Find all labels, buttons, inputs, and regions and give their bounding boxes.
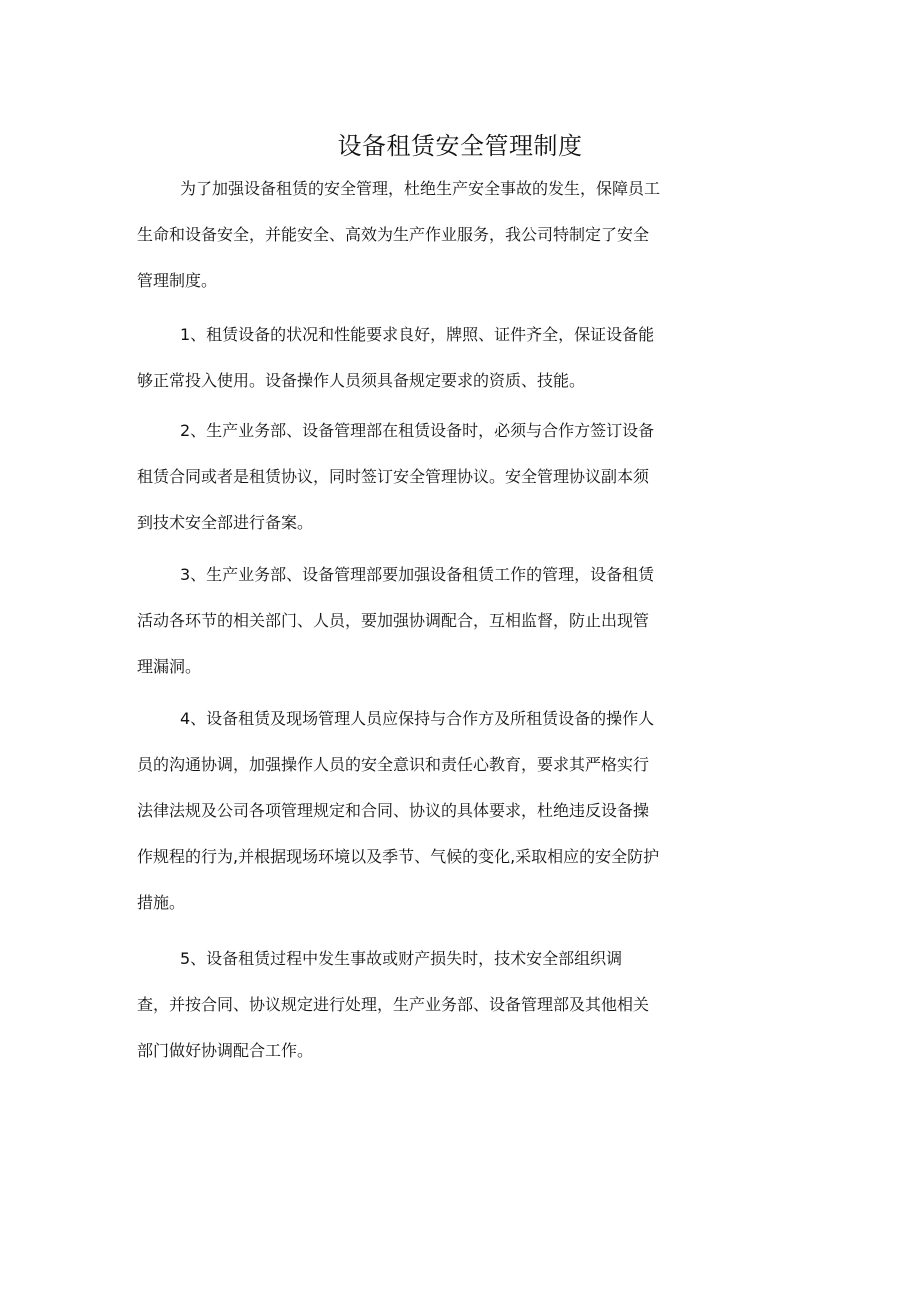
paragraph-line: 2、生产业务部、设备管理部在租赁设备时，必须与合作方签订设备: [180, 421, 655, 440]
paragraph-line: 部门做好协调配合工作。: [137, 1041, 314, 1060]
paragraph-item-4: [137, 706, 787, 936]
paragraph-line: 活动各环节的相关部门、人员，要加强协调配合，互相监督，防止出现管: [137, 611, 650, 630]
paragraph-item-1: [137, 322, 787, 414]
paragraph-line: 查，并按合同、协议规定进行处理，生产业务部、设备管理部及其他相关: [137, 995, 650, 1014]
paragraph-line: 1、租赁设备的状况和性能要求良好，牌照、证件齐全，保证设备能: [180, 325, 655, 344]
paragraph-line: 租赁合同或者是租赁协议，同时签订安全管理协议。安全管理协议副本须: [137, 467, 650, 486]
paragraph-item-3: [137, 562, 787, 700]
paragraph-line: 为了加强设备租赁的安全管理，杜绝生产安全事故的发生，保障员工: [180, 179, 661, 198]
paragraph-line: 管理制度。: [137, 271, 218, 290]
paragraph-item-2: [137, 418, 787, 556]
paragraph-item-5: [137, 946, 787, 1084]
paragraph-line: 措施。: [137, 893, 186, 912]
paragraph-line: 够正常投入使用。设备操作人员须具备规定要求的资质、技能。: [137, 371, 586, 390]
paragraph-line: 5、设备租赁过程中发生事故或财产损失时，技术安全部组织调: [180, 949, 623, 968]
paragraph-line: 生命和设备安全，并能安全、高效为生产作业服务，我公司特制定了安全: [137, 225, 650, 244]
paragraph-line: 到技术安全部进行备案。: [137, 513, 314, 532]
paragraph-line: 3、生产业务部、设备管理部要加强设备租赁工作的管理，设备租赁: [180, 565, 655, 584]
paragraph-line: 员的沟通协调，加强操作人员的安全意识和责任心教育，要求其严格实行: [137, 755, 650, 774]
document-title: 设备租赁安全管理制度: [337, 132, 583, 160]
paragraph-intro: [137, 176, 787, 314]
paragraph-line: 4、设备租赁及现场管理人员应保持与合作方及所租赁设备的操作人: [180, 709, 655, 728]
paragraph-line: 法律法规及公司各项管理规定和合同、协议的具体要求，杜绝违反设备操: [137, 801, 650, 820]
paragraph-line: 作规程的行为,并根据现场环境以及季节、气候的变化,采取相应的安全防护: [137, 847, 660, 866]
paragraph-line: 理漏洞。: [137, 657, 202, 676]
